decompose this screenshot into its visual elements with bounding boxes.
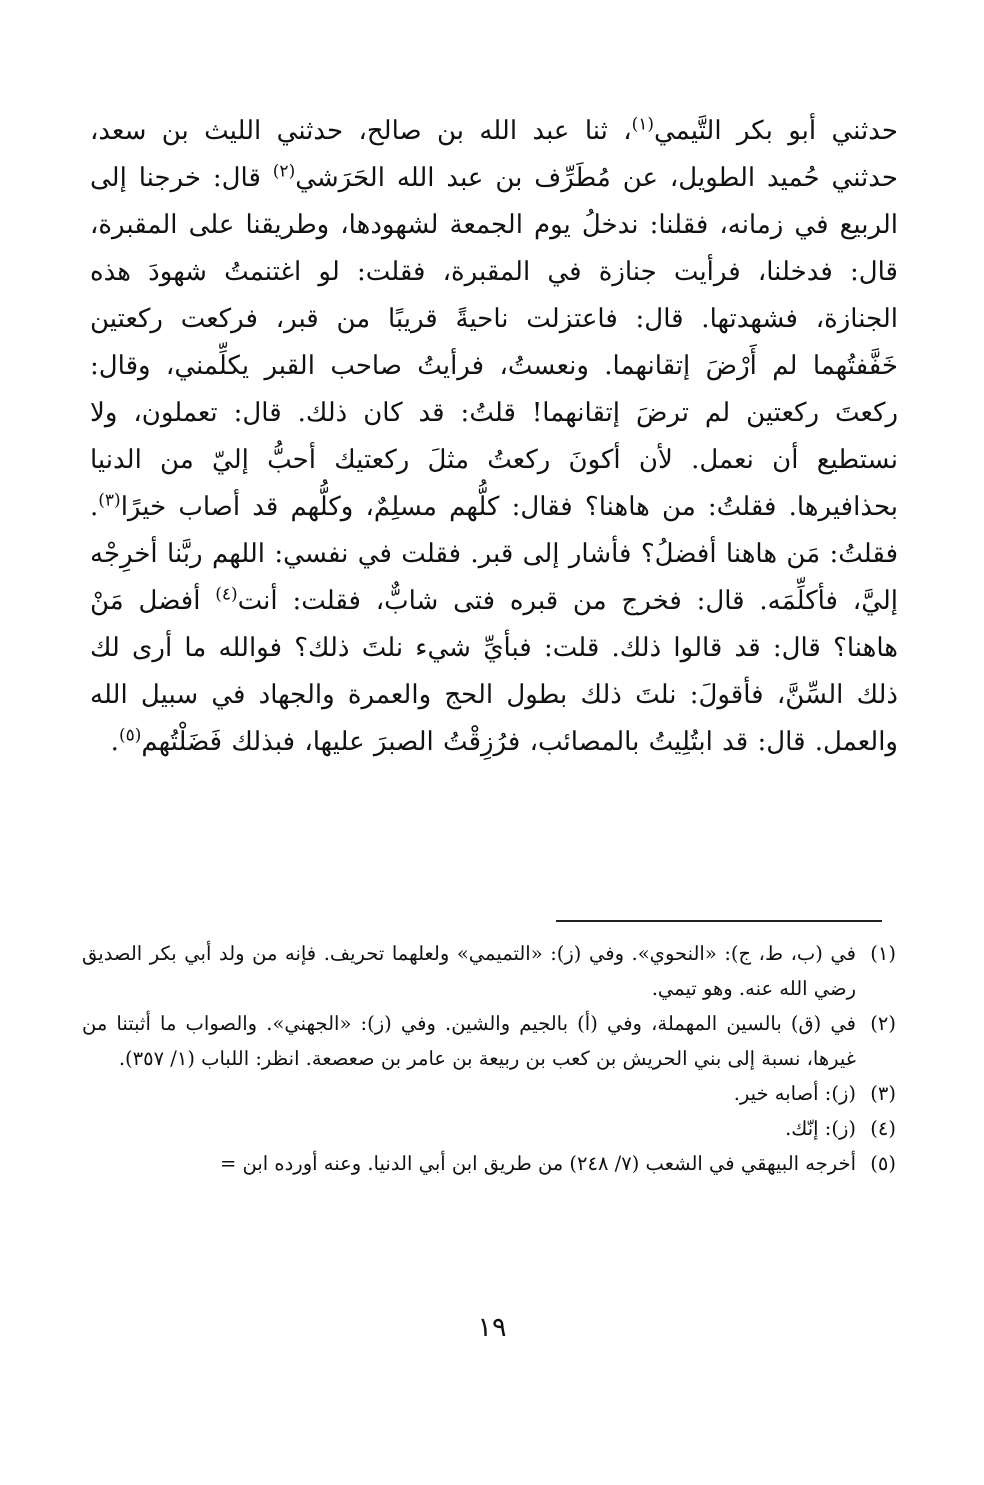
footnote-text: أخرجه البيهقي في الشعب (٧/ ٢٤٨) من طريق ابن أبي الدنيا. وعنه أورده ابن = [219, 1152, 856, 1175]
footnote-number: (٢) [870, 1012, 896, 1035]
footnote-ref-4: (٤) [215, 584, 238, 605]
footnote-ref-2: (٢) [272, 161, 296, 182]
footnote-text: في (ب، ط، ج): «النحوي». وفي (ز): «التميمي» ولعلهما تحريف. فإنه من ولد أبي بكر الصديق رضي الله عنه. وهو تيمي. [82, 942, 856, 1000]
footnote-ref-1: (١) [631, 114, 655, 135]
footnote-item [82, 1146, 896, 1181]
footnote-item [82, 1111, 896, 1146]
main-text-segment: . [110, 727, 119, 757]
main-text-segment: قال: خرجنا إلى الربيع في زمانه، فقلنا: ندخلُ يوم الجمعة لشهودها، وطريقنا على المقبرة، قال: فدخلنا، فرأيت جنازة في المقبرة، فقلت: لو اغتنمتُ شهودَ هذه الجنازة، فشهدتها. قال: فاعتزلت ناحيةً قريبًا من قبر، فركعت ركعتين خَفَّفتُهما لم أَرْضَ إتقانهما. ونعستُ، فرأيتُ صاحب القبر يكلِّمني، وقال: ركعتَ ركعتين لم ترضَ إتقانهما! قلتُ: قد كان ذلك. قال: تعملون، ولا نستطيع أن نعمل. لأن أكونَ ركعتُ مثلَ ركعتيك أحبُّ إليّ من الدنيا بحذافيرها. فقلتُ: من هاهنا؟ فقال: كلُّهم مسلِمٌ، وكلُّهم قد أصاب خيرًا [90, 163, 898, 522]
footnote-item [82, 1076, 896, 1111]
footnote-text: في (ق) بالسين المهملة، وفي (أ) بالجيم والشين. وفي (ز): «الجهني». والصواب ما أثبتنا من غيرها، نسبة إلى بني الحريش بن كعب بن ربيعة بن عامر بن صعصعة. انظر: اللباب (١/ ٣٥٧). [82, 1012, 856, 1070]
footnote-ref-3: (٣) [98, 490, 121, 511]
main-text-segment: أفضل مَنْ هاهنا؟ قال: قد قالوا ذلك. قلت: فبأيِّ شيء نلتَ ذلك؟ فوالله ما أرى لك ذلك السِّنَّ، فأقولَ: نلتَ ذلك بطول الحج والعمرة والجهاد في سبيل الله والعمل. قال: قد ابتُلِيتُ بالمصائب، فرُزِقْتُ الصبرَ عليها، فبذلك فَضَلْتُهم [90, 586, 898, 757]
footnote-number: (٣) [870, 1082, 896, 1105]
footnote-number: (١) [870, 942, 896, 965]
main-text-block [90, 108, 898, 766]
footnote-item [82, 1006, 896, 1076]
footnote-divider [556, 920, 882, 922]
footnote-number: (٥) [870, 1152, 896, 1175]
footnote-ref-5: (٥) [118, 725, 142, 746]
footnote-item [82, 936, 896, 1006]
main-text-segment: حدثني أبو بكر التَّيمي [654, 116, 898, 146]
footnote-number: (٤) [870, 1117, 896, 1140]
main-text-segment: ، ثنا عبد الله بن صالح، حدثني الليث بن سعد، حدثني حُميد الطويل، عن مُطَرِّف بن عبد الله الحَرَشي [90, 116, 898, 193]
footnote-text: (ز): إنّك. [785, 1117, 856, 1140]
footnote-text: (ز): أصابه خير. [733, 1082, 856, 1105]
main-text-segment: . فقلتُ: مَن هاهنا أفضلُ؟ فأشار إلى قبر. فقلت في نفسي: اللهم ربَّنا أخرِجْه إليَّ، فأكلِّمَه. قال: فخرج من قبره فتى شابٌّ، فقلت: أنت [90, 492, 899, 616]
main-paragraph [90, 108, 898, 766]
footnotes-block [82, 936, 896, 1181]
page-number: ١٩ [477, 1312, 507, 1343]
